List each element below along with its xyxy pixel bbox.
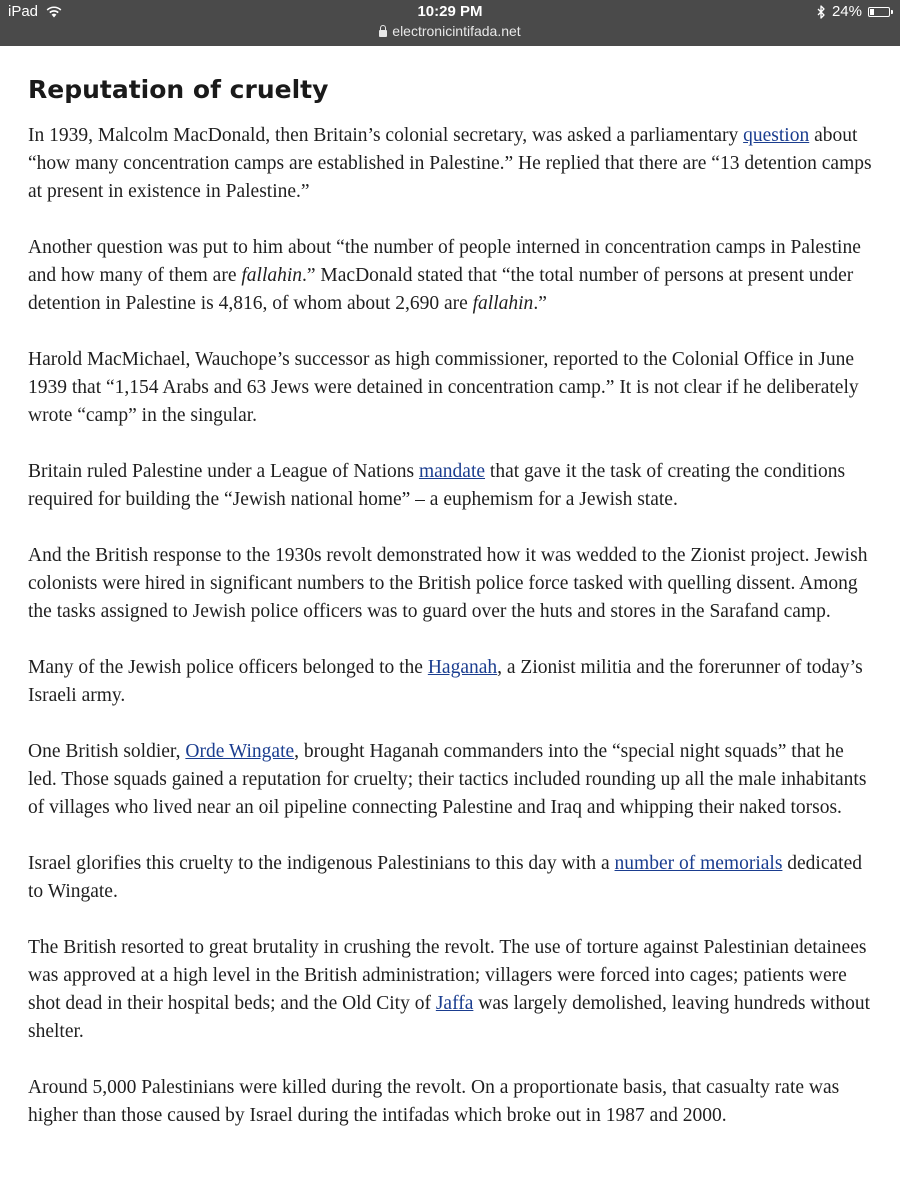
bluetooth-icon bbox=[817, 5, 826, 19]
paragraph-4: Britain ruled Palestine under a League of Nations mandate that gave it the task of creating the conditions required for building the “Jewish national home” – a euphemism for a Jewish state. bbox=[28, 461, 846, 510]
paragraph-1: In 1939, Malcolm MacDonald, then Britain’s colonial secretary, was asked a parliamentary question about “how many concentration camps are established in Palestine.” He replied that there are “13 detention camps at present in existence in Palestine.” bbox=[28, 125, 872, 202]
paragraph-2: Another question was put to him about “the number of people interned in concentration camps in Palestine and how many of them are fallahin.” MacDonald stated that “the total number of persons at present under detention in Palestine is 4,816, of whom about 2,690 are fallahin.” bbox=[28, 237, 861, 314]
battery-level-fill bbox=[870, 9, 874, 15]
battery-icon bbox=[868, 7, 890, 17]
lock-icon bbox=[379, 30, 387, 37]
url-text: electronicintifada.net bbox=[392, 23, 521, 39]
jaffa-link[interactable]: Jaffa bbox=[435, 993, 474, 1014]
paragraph-5: And the British response to the 1930s revolt demonstrated how it was wedded to the Zionist project. Jewish colonists were hired in significant numbers to the British police force tasked with quelling dissent. Among the tasks assigned to Jewish police officers was to guard over the huts and stores in the Sarafand camp. bbox=[28, 545, 868, 622]
section-heading: Reputation of cruelty bbox=[28, 75, 329, 104]
mandate-link[interactable]: mandate bbox=[418, 461, 486, 482]
status-right bbox=[817, 3, 890, 20]
paragraph-8: Israel glorifies this cruelty to the indigenous Palestinians to this day with a number of memorials dedicated to Wingate. bbox=[28, 853, 862, 902]
device-label: iPad bbox=[8, 3, 39, 20]
question-link[interactable]: question bbox=[743, 125, 810, 146]
battery-percent: 24% bbox=[831, 3, 862, 20]
article-body bbox=[28, 72, 876, 1158]
paragraph-3: Harold MacMichael, Wauchope’s successor as high commissioner, reported to the Colonial Office in June 1939 that “1,154 Arabs and 63 Jews were detained in concentration camp.” It is not clear if he deliberately wrote “camp” in the singular. bbox=[28, 349, 859, 426]
paragraph-6: Many of the Jewish police officers belonged to the Haganah, a Zionist militia and the forerunner of today’s Israeli army. bbox=[28, 657, 863, 706]
paragraph-10: Around 5,000 Palestinians were killed during the revolt. On a proportionate basis, that casualty rate was higher than those caused by Israel during the intifadas which broke out in 1987 and 2000. bbox=[28, 1077, 840, 1126]
paragraph-7: One British soldier, Orde Wingate, brought Haganah commanders into the “special night squads” that he led. Those squads gained a reputation for cruelty; their tactics included rounding up all the male inhabitants of villages who lived near an oil pipeline connecting Palestine and Iraq and whipping their naked torsos. bbox=[28, 741, 867, 818]
paragraph-9: The British resorted to great brutality in crushing the revolt. The use of torture against Palestinian detainees was approved at a high level in the British administration; villagers were forced into cages; patients were shot dead in their hospital beds; and the Old City of Jaffa was largely demolished, leaving hundreds without shelter. bbox=[28, 937, 870, 1042]
clock: 10:29 PM bbox=[417, 3, 483, 20]
status-bar bbox=[0, 0, 900, 46]
haganah-link[interactable]: Haganah bbox=[427, 657, 498, 678]
number-of-memorials-link[interactable]: number of memorials bbox=[614, 853, 783, 874]
orde-wingate-link[interactable]: Orde Wingate bbox=[185, 741, 295, 762]
address-bar[interactable] bbox=[0, 23, 900, 39]
